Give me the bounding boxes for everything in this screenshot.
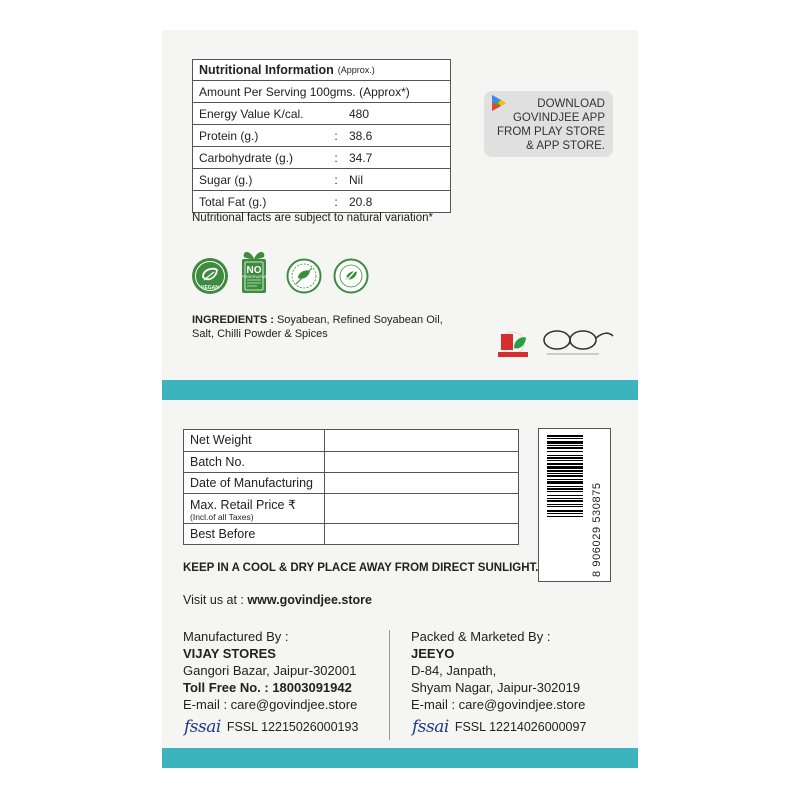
toll-free-number: Toll Free No. : 18003091942: [183, 680, 352, 695]
nutrition-row: [193, 124, 450, 146]
manufacturer-name: VIJAY STORES: [183, 646, 276, 661]
batch-no-label: Batch No.: [184, 452, 325, 472]
packer-address-2: Shyam Nagar, Jaipur-302019: [411, 680, 581, 695]
no-trans-fat-badge: [286, 258, 322, 299]
cholesterol-free-badge: [333, 258, 369, 299]
serving-row: [193, 80, 450, 102]
barcode-bar: [547, 463, 583, 465]
nutrition-row: [193, 146, 450, 168]
barcode-bar: [547, 457, 583, 459]
nutrition-note: Nutritional facts are subject to natural variation*: [192, 212, 433, 224]
nutrient-label: Sugar (g.): [199, 172, 253, 187]
nutrient-colon: :: [334, 128, 338, 143]
barcode-bar: [547, 435, 583, 437]
nutrient-value: Nil: [349, 172, 363, 187]
nutrient-colon: :: [334, 150, 338, 165]
table-row: [184, 430, 518, 451]
nutrient-label: Protein (g.): [199, 128, 259, 143]
barcode-bar: [547, 513, 583, 514]
teal-band-top: [162, 380, 638, 400]
barcode-bar: [547, 441, 583, 444]
nutrient-value: 34.7: [349, 150, 373, 165]
table-row: [184, 451, 518, 472]
download-app-box[interactable]: [484, 91, 613, 157]
barcode-bar: [547, 438, 583, 439]
manufacturer-block: [183, 628, 357, 713]
batch-no-value: [325, 452, 518, 472]
barcode-bar: [547, 504, 583, 505]
barcode-bar: [547, 451, 583, 452]
serving-text: Amount Per Serving 100gms. (Approx*): [199, 84, 410, 99]
vegan-badge-text: VEGAN: [201, 285, 219, 291]
mrp-text: Max. Retail Price ₹: [190, 498, 296, 512]
table-row: [184, 523, 518, 544]
visit-line: [183, 593, 372, 607]
swachh-bharat-logo: [537, 326, 615, 365]
website-link[interactable]: www.govindjee.store: [247, 593, 372, 607]
ingredients-label: INGREDIENTS :: [192, 314, 274, 326]
no-preservative-badge: [236, 247, 272, 300]
vegan-badge: [190, 256, 230, 301]
packer-heading: Packed & Marketed By :: [411, 629, 551, 644]
mrp-label: [184, 494, 325, 523]
barcode-number: 8 906029 530875: [591, 482, 603, 577]
barcode-bar: [547, 475, 583, 477]
nutrient-label: Carbohydrate (g.): [199, 150, 294, 165]
manufacturer-fssl: FSSL 12215026000193: [226, 720, 359, 734]
nutrient-colon: :: [334, 172, 338, 187]
nutrition-title-note: (Approx.): [337, 65, 375, 75]
nutrition-row: [193, 102, 450, 124]
no-preservative-sub: PRESERVATIVE: [240, 275, 268, 279]
packer-name: JEEYO: [411, 646, 455, 661]
barcode-bar: [547, 500, 583, 502]
barcode-bar: [547, 498, 583, 499]
barcode-bar: [547, 473, 583, 474]
barcode-bar: [547, 466, 583, 469]
nutrient-value: 480: [349, 106, 370, 121]
packer-fssai: [412, 717, 586, 737]
nutrient-value: 38.6: [349, 128, 373, 143]
teal-band-bottom: [162, 748, 638, 768]
barcode-bar: [547, 488, 583, 490]
ingredients-line-2: Salt, Chilli Powder & Spices: [192, 328, 328, 340]
download-line-1: DOWNLOAD: [537, 98, 605, 110]
no-preservative-title: NO: [246, 265, 262, 276]
manufacturer-fssai: [184, 717, 358, 737]
download-line-2: GOVINDJEE APP: [512, 112, 605, 124]
mrp-note: (Incl.of all Taxes): [190, 512, 254, 522]
nutrient-value: 20.8: [349, 194, 373, 209]
mrp-value: [325, 494, 518, 523]
packer-email: E-mail : care@govindjee.store: [411, 697, 586, 712]
packer-fssl: FSSL 12214026000097: [454, 720, 587, 734]
nutrition-title: Nutritional Information: [199, 63, 334, 77]
fssai-logo: fssai: [412, 717, 449, 737]
nutrition-row: [193, 168, 450, 190]
table-row: [184, 472, 518, 493]
barcode-bar: [547, 506, 583, 507]
barcode-bar: [547, 510, 583, 512]
packer-address-1: D-84, Janpath,: [411, 663, 497, 678]
mfg-date-value: [325, 473, 518, 493]
nutrient-colon: :: [334, 194, 338, 209]
fssai-logo: fssai: [184, 717, 221, 737]
storage-instruction: KEEP IN A COOL & DRY PLACE AWAY FROM DIRECT SUNLIGHT.: [183, 562, 539, 574]
nutrition-row: [193, 190, 450, 212]
manufacturer-email: E-mail : care@govindjee.store: [183, 697, 358, 712]
mfg-date-label: Date of Manufacturing: [184, 473, 325, 493]
best-before-label: Best Before: [184, 524, 325, 544]
net-weight-label: Net Weight: [184, 430, 325, 451]
nutrient-label: Energy Value K/cal.: [199, 106, 304, 121]
download-line-3: FROM PLAY STORE: [497, 126, 605, 138]
visit-prefix: Visit us at :: [183, 593, 244, 607]
manufacturer-address: Gangori Bazar, Jaipur-302001: [183, 663, 357, 678]
net-weight-value: [325, 430, 518, 451]
barcode-bar: [547, 460, 583, 461]
ingredients-line-1: Soyabean, Refined Soyabean Oil,: [276, 314, 443, 326]
download-line-4: & APP STORE.: [526, 140, 605, 152]
ingredients: [192, 313, 462, 341]
barcode-bar: [547, 470, 583, 472]
nutrition-table: [192, 59, 451, 213]
barcode: [538, 428, 611, 582]
manufacturer-heading: Manufactured By :: [183, 629, 289, 644]
barcode-bar: [547, 447, 583, 449]
barcode-bar: [547, 486, 583, 487]
batch-details-table: [183, 429, 519, 545]
barcode-bar: [547, 479, 583, 480]
barcode-bar: [547, 481, 583, 484]
packer-block: [411, 628, 585, 713]
address-divider: [389, 630, 390, 740]
nutrient-label: Total Fat (g.): [199, 194, 267, 209]
barcode-bar: [547, 455, 583, 456]
best-before-value: [325, 524, 518, 544]
nutrition-title-row: [193, 60, 450, 80]
fssai-green-logo: [496, 328, 530, 367]
barcode-bar: [547, 445, 583, 446]
table-row: [184, 493, 518, 523]
barcode-bar: [547, 495, 583, 496]
barcode-bar: [547, 516, 583, 517]
barcode-bar: [547, 491, 583, 492]
